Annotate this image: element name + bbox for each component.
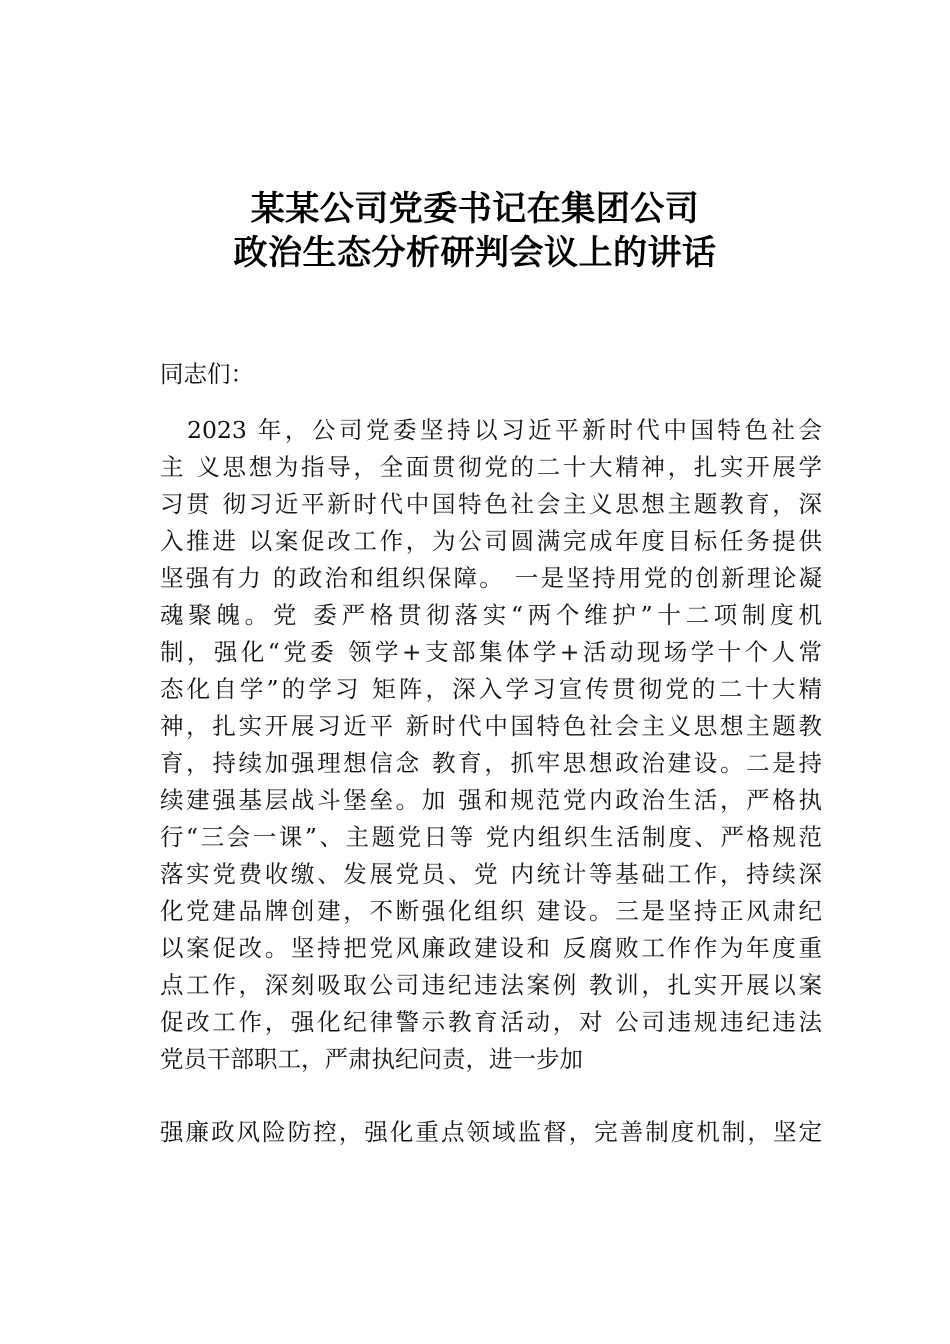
paragraph-line: 续建强基层战斗堡垒。加 强和规范党内政治生活，严格执 xyxy=(160,786,822,814)
paragraph-line: 以案促改。坚持把党风廉政建设和 反腐败工作作为年度重 xyxy=(160,934,822,962)
salutation: 同志们： xyxy=(160,360,254,388)
paragraph-line: 习贯 彻习近平新时代中国特色社会主义思想主题教育，深 xyxy=(160,490,822,518)
paragraph-line: 入推进 以案促改工作，为公司圆满完成年度目标任务提供 xyxy=(160,527,822,555)
paragraph-line: 魂聚魄。党 委严格贯彻落实“两个维护”十二项制度机 xyxy=(160,601,822,629)
paragraph-line: 促改工作，强化纪律警示教育活动，对 公司违规违纪违法 xyxy=(160,1008,822,1036)
paragraph-line: 点工作，深刻吸取公司违纪违法案例 教训，扎实开展以案 xyxy=(160,971,822,999)
continuation-line: 强廉政风险防控，强化重点领域监督，完善制度机制，坚定 xyxy=(160,1118,822,1146)
paragraph-line: 神，扎实开展习近平 新时代中国特色社会主义思想主题教 xyxy=(160,712,822,740)
paragraph-line: 行“三会一课”、主题党日等 党内组织生活制度、严格规范 xyxy=(160,823,822,851)
paragraph-line: 制，强化“党委 领学+支部集体学+活动现场学十个人常 xyxy=(160,638,822,666)
paragraph-line: 主 义思想为指导，全面贯彻党的二十大精神，扎实开展学 xyxy=(160,453,822,481)
document-title-line-1: 某某公司党委书记在集团公司 xyxy=(250,189,700,229)
paragraph-line: 态化自学”的学习 矩阵，深入学习宣传贯彻党的二十大精 xyxy=(160,675,822,703)
paragraph-line: 坚强有力 的政治和组织保障。 一是坚持用党的创新理论凝 xyxy=(160,564,822,592)
paragraph-line: 育，持续加强理想信念 教育，抓牢思想政治建设。二是持 xyxy=(160,749,822,777)
paragraph-line: 党员干部职工，严肃执纪问责，进一步加 xyxy=(160,1045,583,1073)
document-title-line-2: 政治生态分析研判会议上的讲话 xyxy=(233,233,717,273)
paragraph-line: 落实党费收缴、发展党员、党 内统计等基础工作，持续深 xyxy=(160,860,822,888)
paragraph-line: 化党建品牌创建，不断强化组织 建设。三是坚持正风肃纪 xyxy=(160,897,822,925)
paragraph-line: 2023 年，公司党委坚持以习近平新时代中国特色社会 xyxy=(160,416,822,444)
